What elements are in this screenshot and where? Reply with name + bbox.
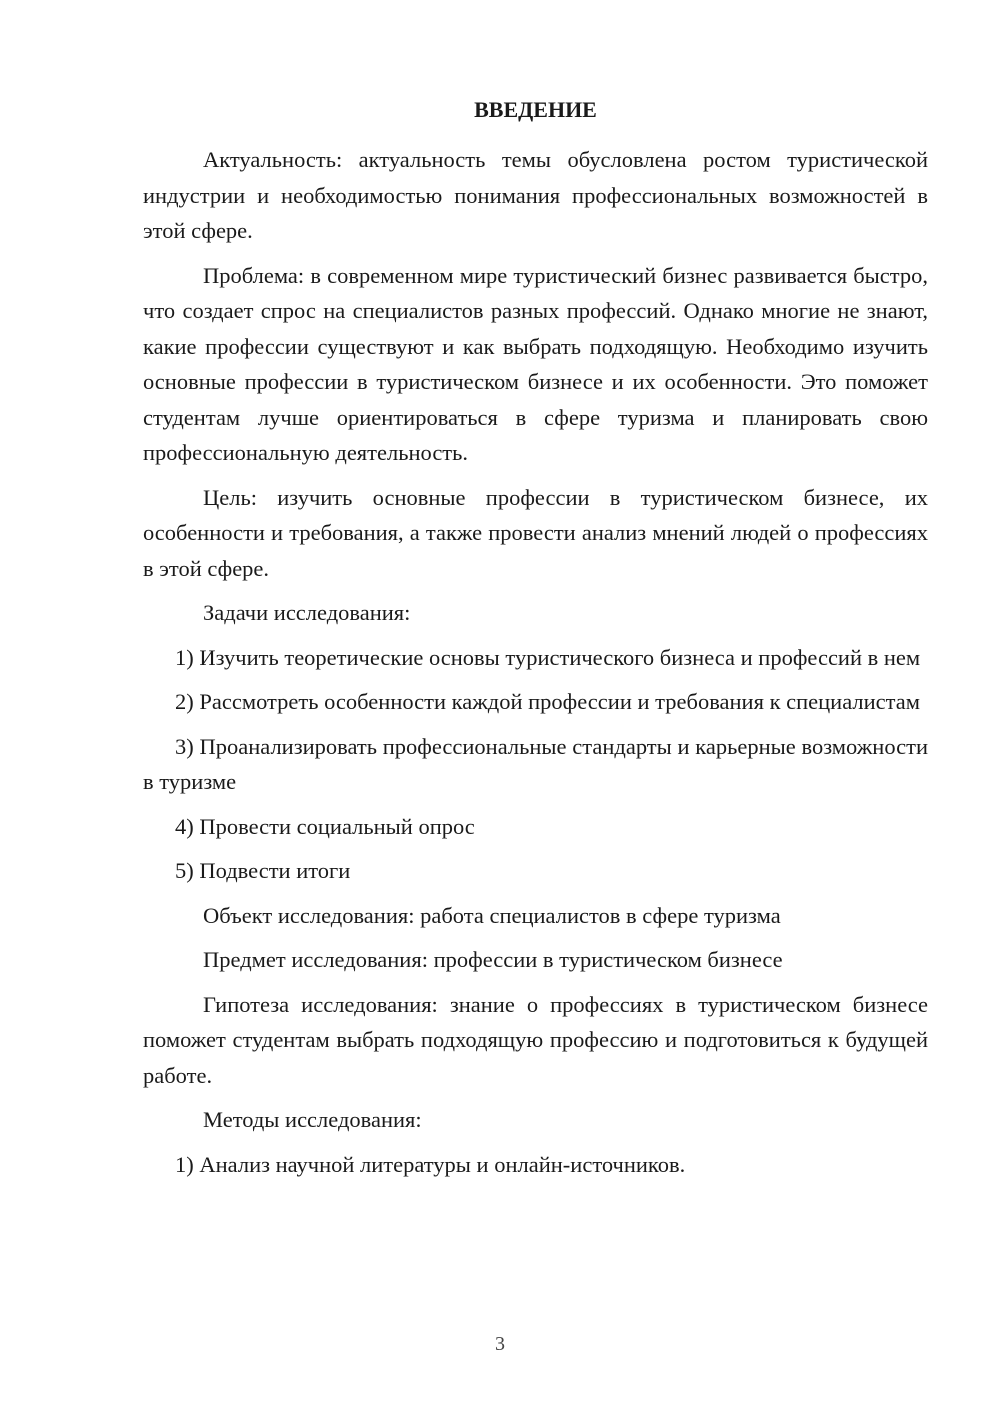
section-title: ВВЕДЕНИЕ [474, 97, 597, 122]
paragraph-goal: Цель: изучить основные профессии в туристическом бизнесе, их особенности и требования, а также провести анализ мнений людей о профессиях в этой сфере. [143, 484, 928, 581]
paragraph-relevance: Актуальность: актуальность темы обусловлена ростом туристической индустрии и необходимостью понимания профессиональных возможностей в этой сфере. [143, 147, 928, 243]
paragraph-hypothesis: Гипотеза исследования: знание о профессиях в туристическом бизнесе поможет студентам выбрать подходящую профессию и подготовиться к будущей работе. [143, 991, 928, 1088]
method-item-1: 1) Анализ научной литературы и онлайн-источников. [175, 1151, 686, 1177]
paragraph-object: Объект исследования: работа специалистов в сфере туризма [203, 902, 781, 928]
task-item-2: 2) Рассмотреть особенности каждой профессии и требования к специалистам [175, 689, 920, 714]
task-item-4: 4) Провести социальный опрос [175, 813, 475, 839]
page-number: 3 [495, 1333, 505, 1355]
tasks-heading: Задачи исследования: [203, 600, 411, 625]
paragraph-problem: Проблема: в современном мире туристический бизнес развивается быстро, что создает спрос на специалистов разных профессий. Однако многие не знают, какие профессии существуют и как выбрать подходящую. Необходимо изучить основные профессии в туристическом бизнесе и их особенности. Это поможет студентам лучше ориентироваться в сфере туризма и планировать свою профессиональную деятельность. [143, 262, 928, 465]
paragraph-subject: Предмет исследования: профессии в туристическом бизнесе [203, 947, 783, 972]
task-item-1: 1) Изучить теоретические основы туристического бизнеса и профессий в нем [175, 644, 921, 670]
task-item-5: 5) Подвести итоги [175, 858, 351, 883]
task-item-3: 3) Проанализировать профессиональные стандарты и карьерные возможности в туризме [143, 733, 928, 794]
methods-heading: Методы исследования: [203, 1107, 422, 1132]
document-page [143, 92, 928, 1182]
